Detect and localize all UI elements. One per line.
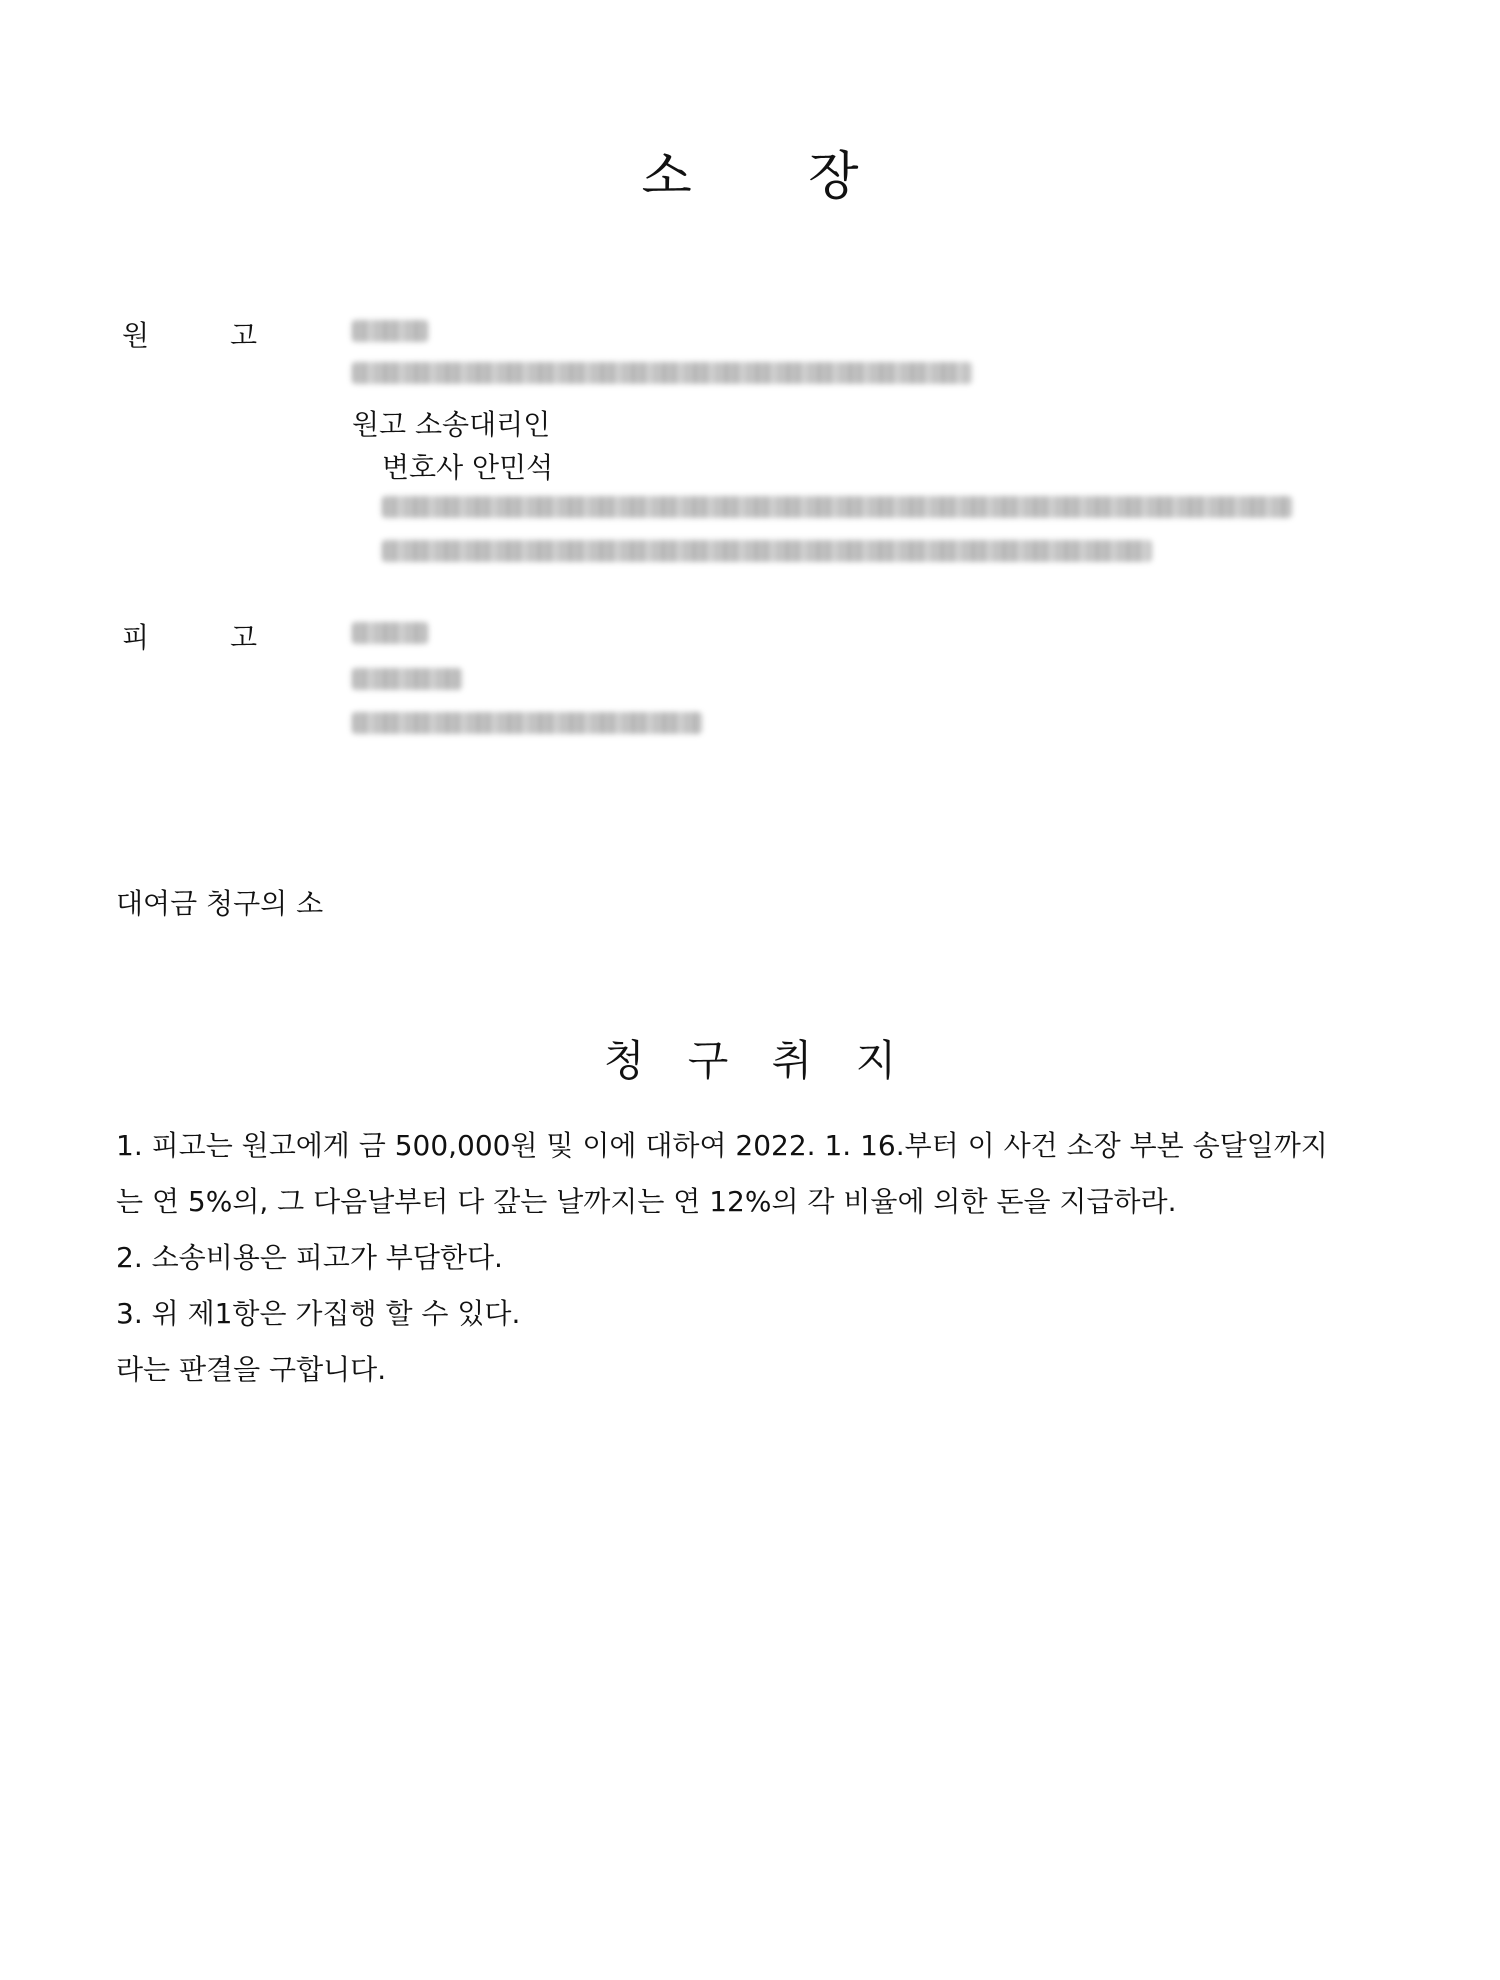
plaintiff-label: 원 고 (122, 319, 257, 352)
claim-section-title: 청 구 취 지 (603, 1036, 897, 1085)
claim-line: 는 연 5%의, 그 다음날부터 다 갚는 날까지는 연 12%의 각 비율에 의한 돈을 지급하라. (116, 1185, 1177, 1218)
document-title: 소 장 (641, 147, 859, 207)
lawyer-address-redacted (382, 496, 1292, 518)
claim-line: 3. 위 제1항은 가집행 할 수 있다. (116, 1297, 521, 1330)
defendant-address-redacted (352, 668, 462, 690)
case-name: 대여금 청구의 소 (116, 887, 324, 920)
defendant-label: 피 고 (122, 621, 257, 654)
plaintiff-agent-heading: 원고 소송대리인 (352, 408, 551, 441)
claim-line: 라는 판결을 구합니다. (116, 1353, 387, 1386)
plaintiff-address-redacted (352, 362, 972, 384)
claim-line: 1. 피고는 원고에게 금 500,000원 및 이에 대하여 2022. 1. 16.부터 이 사건 소장 부본 송달일까지 (116, 1129, 1328, 1162)
claim-line: 2. 소송비용은 피고가 부담한다. (116, 1241, 503, 1274)
defendant-name-redacted (352, 622, 428, 644)
lawyer-contact-redacted (382, 540, 1152, 562)
plaintiff-name-redacted (352, 320, 428, 342)
defendant-contact-redacted (352, 712, 702, 734)
plaintiff-lawyer-name: 변호사 안민석 (382, 451, 554, 484)
